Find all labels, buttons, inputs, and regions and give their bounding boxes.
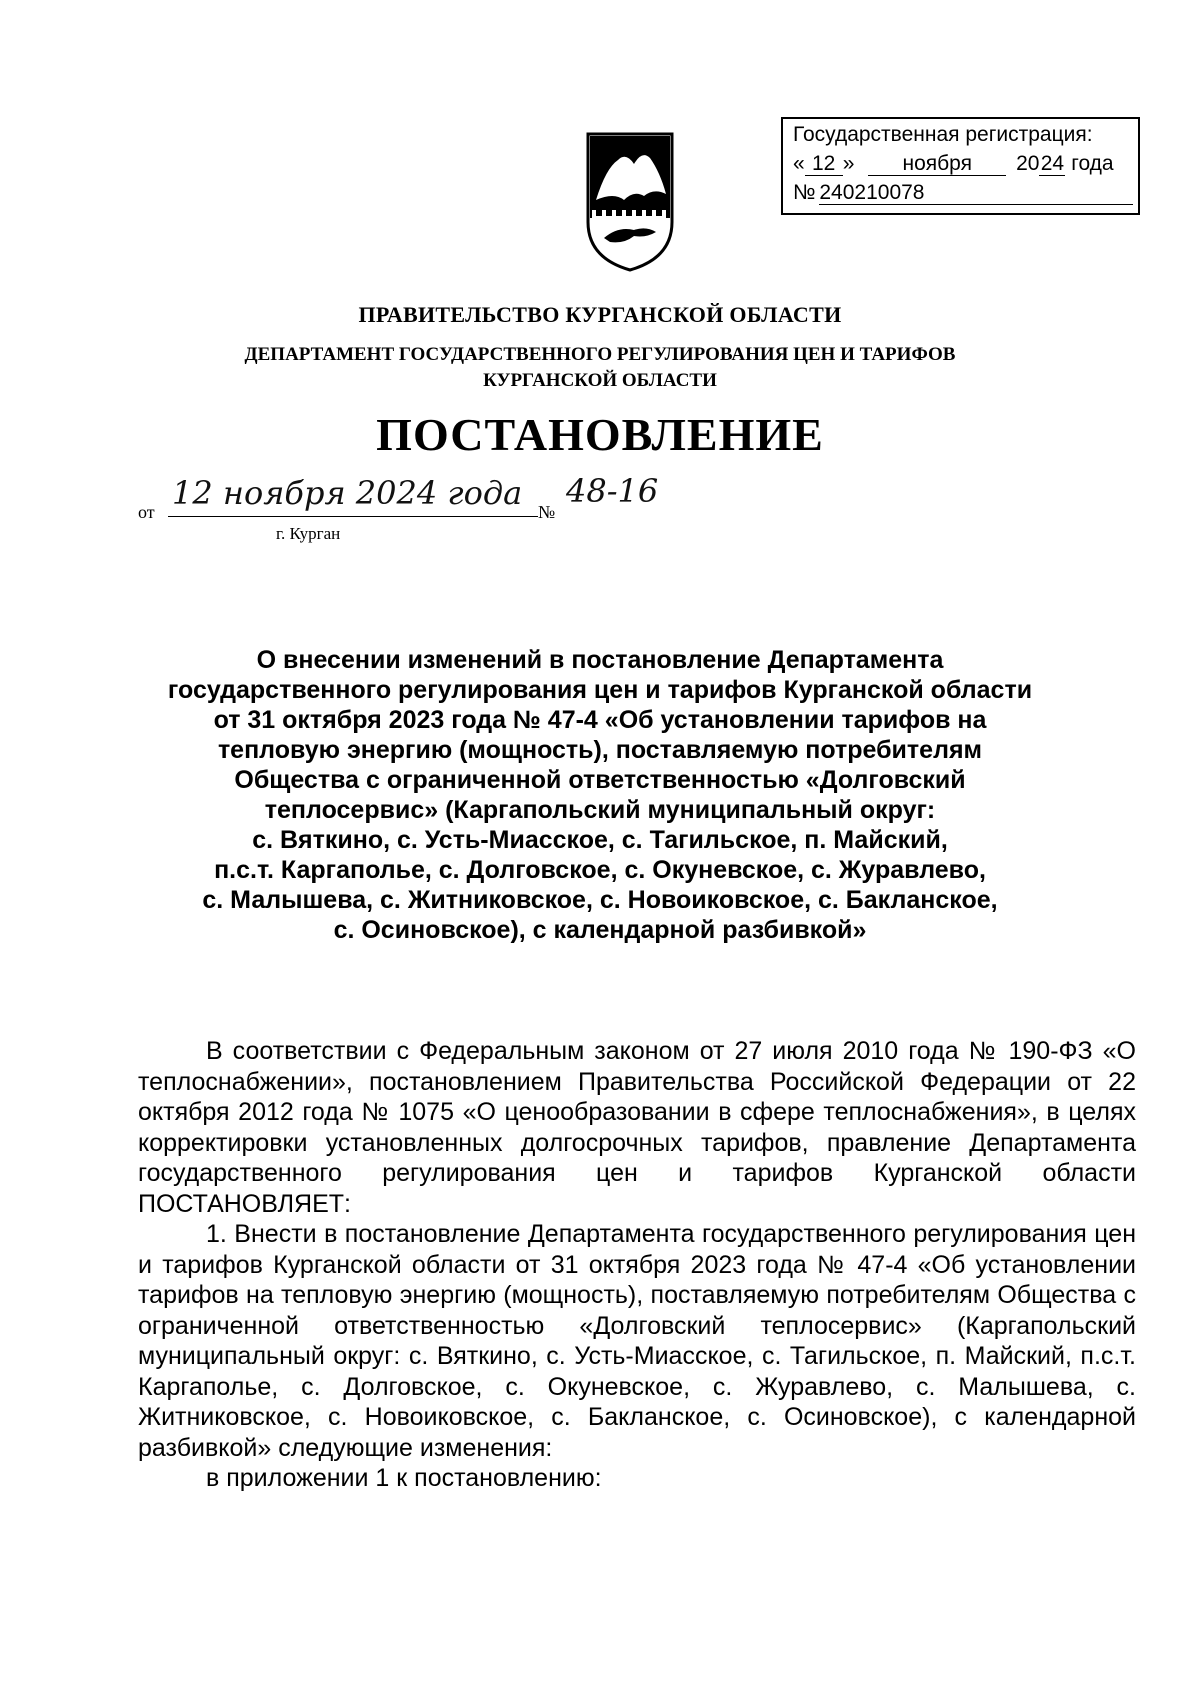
registration-year-prefix: 20 bbox=[1016, 152, 1040, 175]
handwritten-date: 12 ноября 2024 года bbox=[172, 474, 523, 512]
resolution-headline bbox=[120, 645, 1080, 945]
headline-line: от 31 октября 2023 года № 47-4 «Об установлении тарифов на bbox=[213, 706, 987, 734]
headline-line: Общества с ограниченной ответственностью «Долговский bbox=[234, 766, 966, 794]
date-underline bbox=[168, 516, 538, 517]
city-label: г. Курган bbox=[276, 524, 341, 543]
government-title: ПРАВИТЕЛЬСТВО КУРГАНСКОЙ ОБЛАСТИ bbox=[358, 302, 842, 327]
coat-of-arms-emblem-icon bbox=[584, 130, 676, 272]
headline-line: О внесении изменений в постановление Департамента bbox=[256, 646, 944, 674]
registration-month: ноября bbox=[868, 153, 1006, 176]
registration-number-label: № bbox=[793, 181, 816, 204]
registration-day-close: » bbox=[842, 152, 855, 175]
document-type-heading: ПОСТАНОВЛЕНИЕ bbox=[376, 409, 824, 460]
department-title-line1: ДЕПАРТАМЕНТ ГОСУДАРСТВЕННОГО РЕГУЛИРОВАНИЯ ЦЕН И ТАРИФОВ bbox=[244, 344, 956, 365]
registration-year-word: года bbox=[1071, 152, 1114, 175]
headline-line: с. Вяткино, с. Усть-Миасское, с. Тагильское, п. Майский, bbox=[252, 826, 948, 854]
headline-line: п.с.т. Каргаполье, с. Долговское, с. Окуневское, с. Журавлево, bbox=[214, 856, 986, 884]
registration-day-open: « bbox=[793, 152, 805, 175]
registration-stamp bbox=[781, 117, 1140, 215]
body-paragraph-preamble: В соответствии с Федеральным законом от 27 июля 2010 года № 190-ФЗ «О теплоснабжении», постановлением Правительства Российской Федерации от 22 октября 2012 года № 1075 «О ценообразовании в сфере теплоснабжения», в целях корректировки установленных долгосрочных тарифов, правление Департамента государственного регулирования цен и тарифов Курганской области ПОСТАНОВЛЯЕТ: bbox=[138, 1037, 1136, 1218]
headline-line: с. Осиновское), с календарной разбивкой» bbox=[333, 916, 867, 944]
headline-line: теплосервис» (Каргапольский муниципальный округ: bbox=[264, 796, 936, 824]
handwritten-doc-number: 48-16 bbox=[566, 472, 659, 510]
registration-year-suffix: 24 bbox=[1040, 152, 1065, 175]
registration-date bbox=[793, 150, 1138, 179]
headline-line: тепловую энергию (мощность), поставляемую потребителям bbox=[217, 736, 983, 764]
body-paragraph-item-1: 1. Внести в постановление Департамента государственного регулирования цен и тарифов Курганской области от 31 октября 2023 года № 47-4 «Об установлении тарифов на тепловую энергию (мощность), поставляемую потребителям Общества с ограниченной ответственностью «Долговский теплосервис» (Каргапольский муниципальный округ: с. Вяткино, с. Усть-Миасское, с. Тагильское, п. Майский, п.с.т. Каргаполье, с. Долговское, с. Окуневское, с. Журавлево, с. Малышева, с. Житниковское, с. Новоиковское, с. Бакланское, с. Осиновское), с календарной разбивкой» следующие изменения: bbox=[138, 1220, 1136, 1462]
resolution-body bbox=[138, 1036, 1136, 1494]
date-number-line bbox=[138, 472, 659, 548]
registration-label: Государственная регистрация: bbox=[793, 123, 1093, 146]
doc-number-label: № bbox=[538, 502, 556, 522]
body-paragraph-appendix: в приложении 1 к постановлению: bbox=[206, 1464, 602, 1492]
headline-line: государственного регулирования цен и тарифов Курганской области bbox=[167, 676, 1033, 704]
registration-number: 240210078 bbox=[819, 182, 1133, 205]
headline-line: с. Малышева, с. Житниковское, с. Новоиковское, с. Бакланское, bbox=[202, 886, 998, 914]
registration-day: 12 bbox=[805, 153, 843, 176]
department-title-line2: КУРГАНСКОЙ ОБЛАСТИ bbox=[483, 370, 717, 391]
date-from-label: от bbox=[138, 502, 155, 522]
registration-number-row bbox=[793, 179, 1138, 208]
department-title bbox=[0, 342, 1200, 394]
